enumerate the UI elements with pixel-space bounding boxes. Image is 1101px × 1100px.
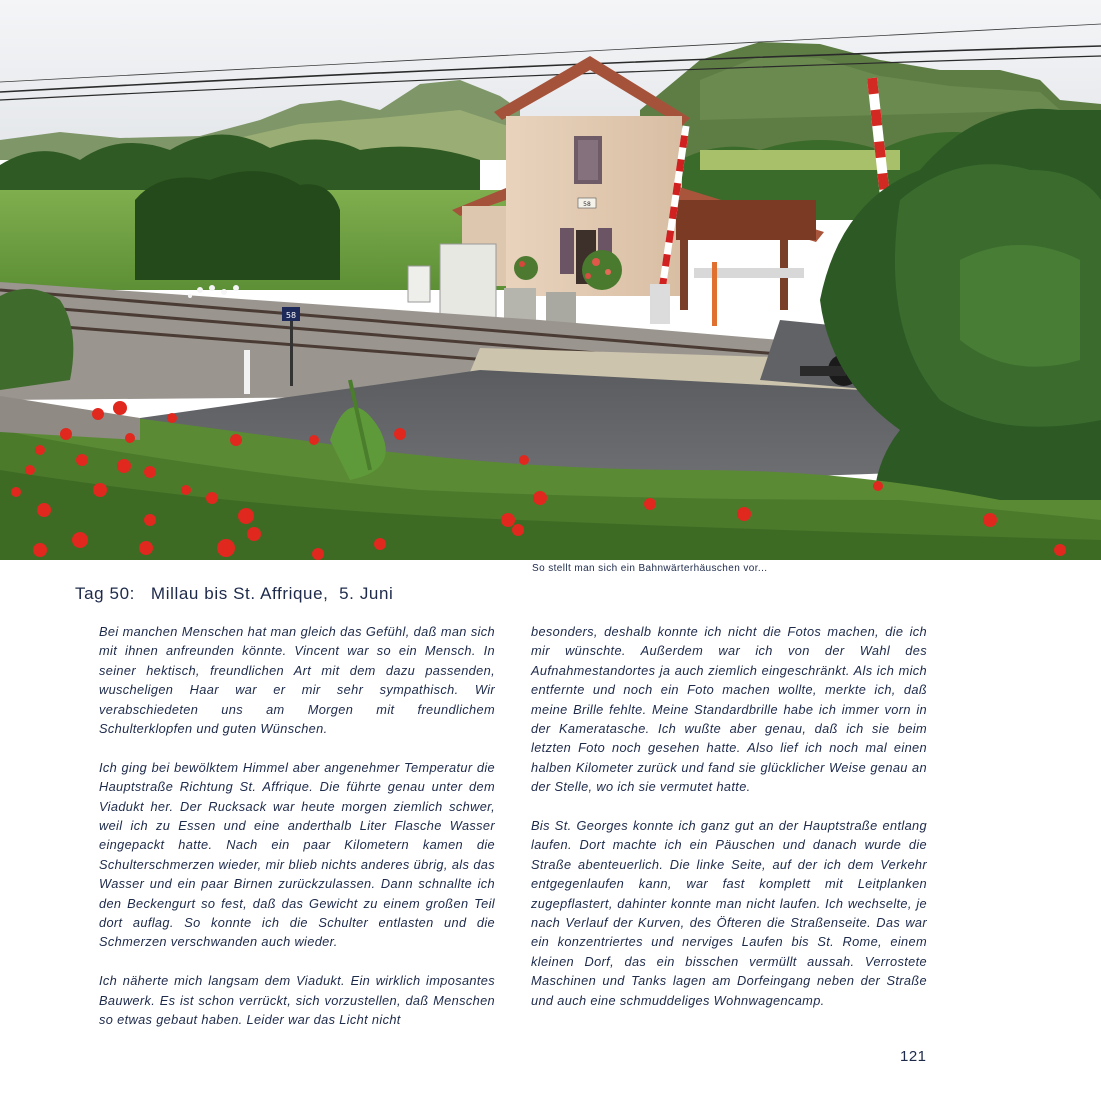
paragraph: Ich ging bei bewölktem Himmel aber angenehmer Temperatur die Hauptstraße Richtung St. Affrique. Die führte genau unter dem Viadukt her. Der Rucksack war heute morgen ziemlich schwer, weil ich zu Essen und eine anderthalb Liter Flasche Wasser eingepackt hatte. Nach ein paar Kilometern kamen die Schulterschmerzen wieder, mir blieb nichts anderes übrig, als das Wasser und ein paar Birnen zurückzulassen. Dann schnallte ich den Beckengurt so fest, daß das Gewicht zu einem großen Teil dort auflag. So konnte ich die Schulter entlasten und die Schmerzen verschwanden auch wieder.	[99, 759, 495, 950]
paragraph: Bis St. Georges konnte ich ganz gut an der Hauptstraße entlang laufen. Dort machte ich ein Päuschen und danach wurde die Straße abenteuerlich. Die linke Seite, auf der ich dem Verkehr entgegenlaufen kann, war fast komplett mit Leitplanken zugepflastert, dahinter konnte man nicht laufen. Ich wechselte, je nach Verlauf der Kurven, des Öfteren die Straßenseite. Das war ein konzentriertes und nerviges Laufen bis St. Rome, einem kleinen Dorf, das ein bisschen vermüllt aussah. Verrostete Maschinen und Tanks lagen am Dorfeingang neben der Straße und auch eine schmuddeliges Wohnwagencamp.	[531, 818, 927, 1008]
paragraph: besonders, deshalb konnte ich nicht die Fotos machen, die ich mir wünschte. Außerdem war ich von der Wahl des Aufnahmestandortes ja auch ziemlich eingeschränkt. Als ich mich entfernte und noch ein Foto machen wollte, merkte ich, daß meine Brille fehlte. Meine Standardbrille habe ich immer vorn in der Kameratasche. Ich wußte aber genau, daß ich sie beim letzten Foto noch gesehen hatte. Also lief ich noch mal einen halben Kilometer zurück und fand sie glücklicher Weise genau an der Stelle, wo ich sie vermutet hatte.	[531, 624, 927, 795]
electric-cabinet	[440, 244, 496, 320]
paragraph: Bei manchen Menschen hat man gleich das Gefühl, daß man sich mit ihnen anfreunden könnte. Vincent war so ein Mensch. In seiner hektisch, freundlichen Art mit dem dazu passenden, wuscheligen Haar war er mir sehr sympathisch. Wir verabschiedeten uns am Morgen mit freundlichem Schulterklopfen und guten Wünschen.	[99, 624, 495, 737]
svg-text:58: 58	[583, 201, 591, 208]
photo-caption: So stellt man sich ein Bahnwärterhäuschen vor...	[532, 563, 768, 574]
svg-text:58: 58	[285, 311, 297, 320]
text-column-left	[99, 622, 495, 1049]
chapter-title: Tag 50: Millau bis St. Affrique, 5. Juni	[75, 584, 394, 603]
page-number: 121	[900, 1048, 927, 1065]
paragraph: Ich näherte mich langsam dem Viadukt. Ein wirklich imposantes Bauwerk. Es ist schon verrückt, sich vorzustellen, daß Menschen so etwas gebaut haben. Leider war das Licht nicht	[99, 973, 495, 1028]
hedge	[135, 171, 340, 280]
text-column-right	[531, 622, 927, 1030]
